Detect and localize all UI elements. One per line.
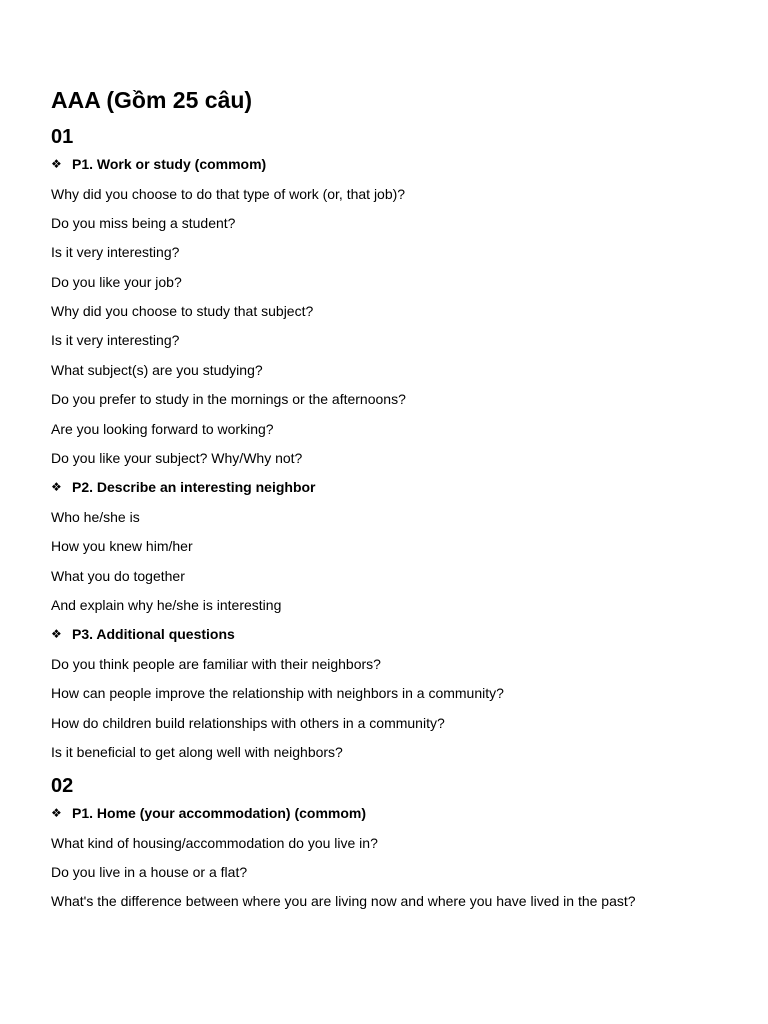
question-item: Is it very interesting? — [51, 332, 180, 349]
section-number: 02 — [51, 775, 74, 797]
diamond-bullet-icon: ❖ — [51, 157, 62, 171]
question-item: Do you like your subject? Why/Why not? — [51, 450, 303, 467]
question-item: Do you prefer to study in the mornings or the afternoons? — [51, 391, 406, 408]
part-heading-p1-work-or-study — [51, 155, 741, 185]
part-heading-p2-interesting-neighbor — [51, 478, 741, 508]
question-item: What you do together — [51, 567, 185, 584]
question-item: Is it very interesting? — [51, 244, 180, 261]
question-item: And explain why he/she is interesting — [51, 597, 282, 614]
question-item: How can people improve the relationship with neighbors in a community? — [51, 685, 504, 702]
question-item: Do you think people are familiar with their neighbors? — [51, 655, 381, 672]
section-01 — [51, 123, 741, 773]
part-heading-label: P1. Home (your accommodation) (commom) — [72, 805, 367, 821]
question-item: Do you like your job? — [51, 273, 182, 290]
question-item: Do you live in a house or a flat? — [51, 863, 248, 880]
question-item: Who he/she is — [51, 508, 140, 525]
question-item: Are you looking forward to working? — [51, 420, 274, 437]
document-title: AAA (Gồm 25 câu) — [51, 87, 253, 113]
question-item: Why did you choose to do that type of work (or, that job)? — [51, 185, 406, 202]
diamond-bullet-icon: ❖ — [51, 480, 62, 495]
part-heading-label: P1. Work or study (commom) — [72, 156, 267, 172]
question-item: Is it beneficial to get along well with neighbors? — [51, 744, 343, 761]
question-item: Why did you choose to study that subject? — [51, 303, 314, 320]
part-heading-label: P3. Additional questions — [72, 626, 235, 643]
question-item: What's the difference between where you are living now and where you have lived in the past? — [51, 893, 636, 910]
diamond-bullet-icon: ❖ — [51, 806, 62, 820]
question-item: Do you miss being a student? — [51, 214, 236, 231]
question-item: How you knew him/her — [51, 538, 193, 555]
question-item: What subject(s) are you studying? — [51, 361, 263, 378]
question-item: How do children build relationships with others in a community? — [51, 714, 445, 731]
part-heading-label: P2. Describe an interesting neighbor — [72, 479, 316, 496]
part-heading-p3-additional-questions — [51, 625, 741, 655]
section-02 — [51, 772, 741, 922]
diamond-bullet-icon: ❖ — [51, 627, 62, 642]
question-item: What kind of housing/accommodation do you live in? — [51, 834, 378, 851]
part-heading-p1-home — [51, 804, 741, 834]
section-number: 01 — [51, 126, 74, 148]
